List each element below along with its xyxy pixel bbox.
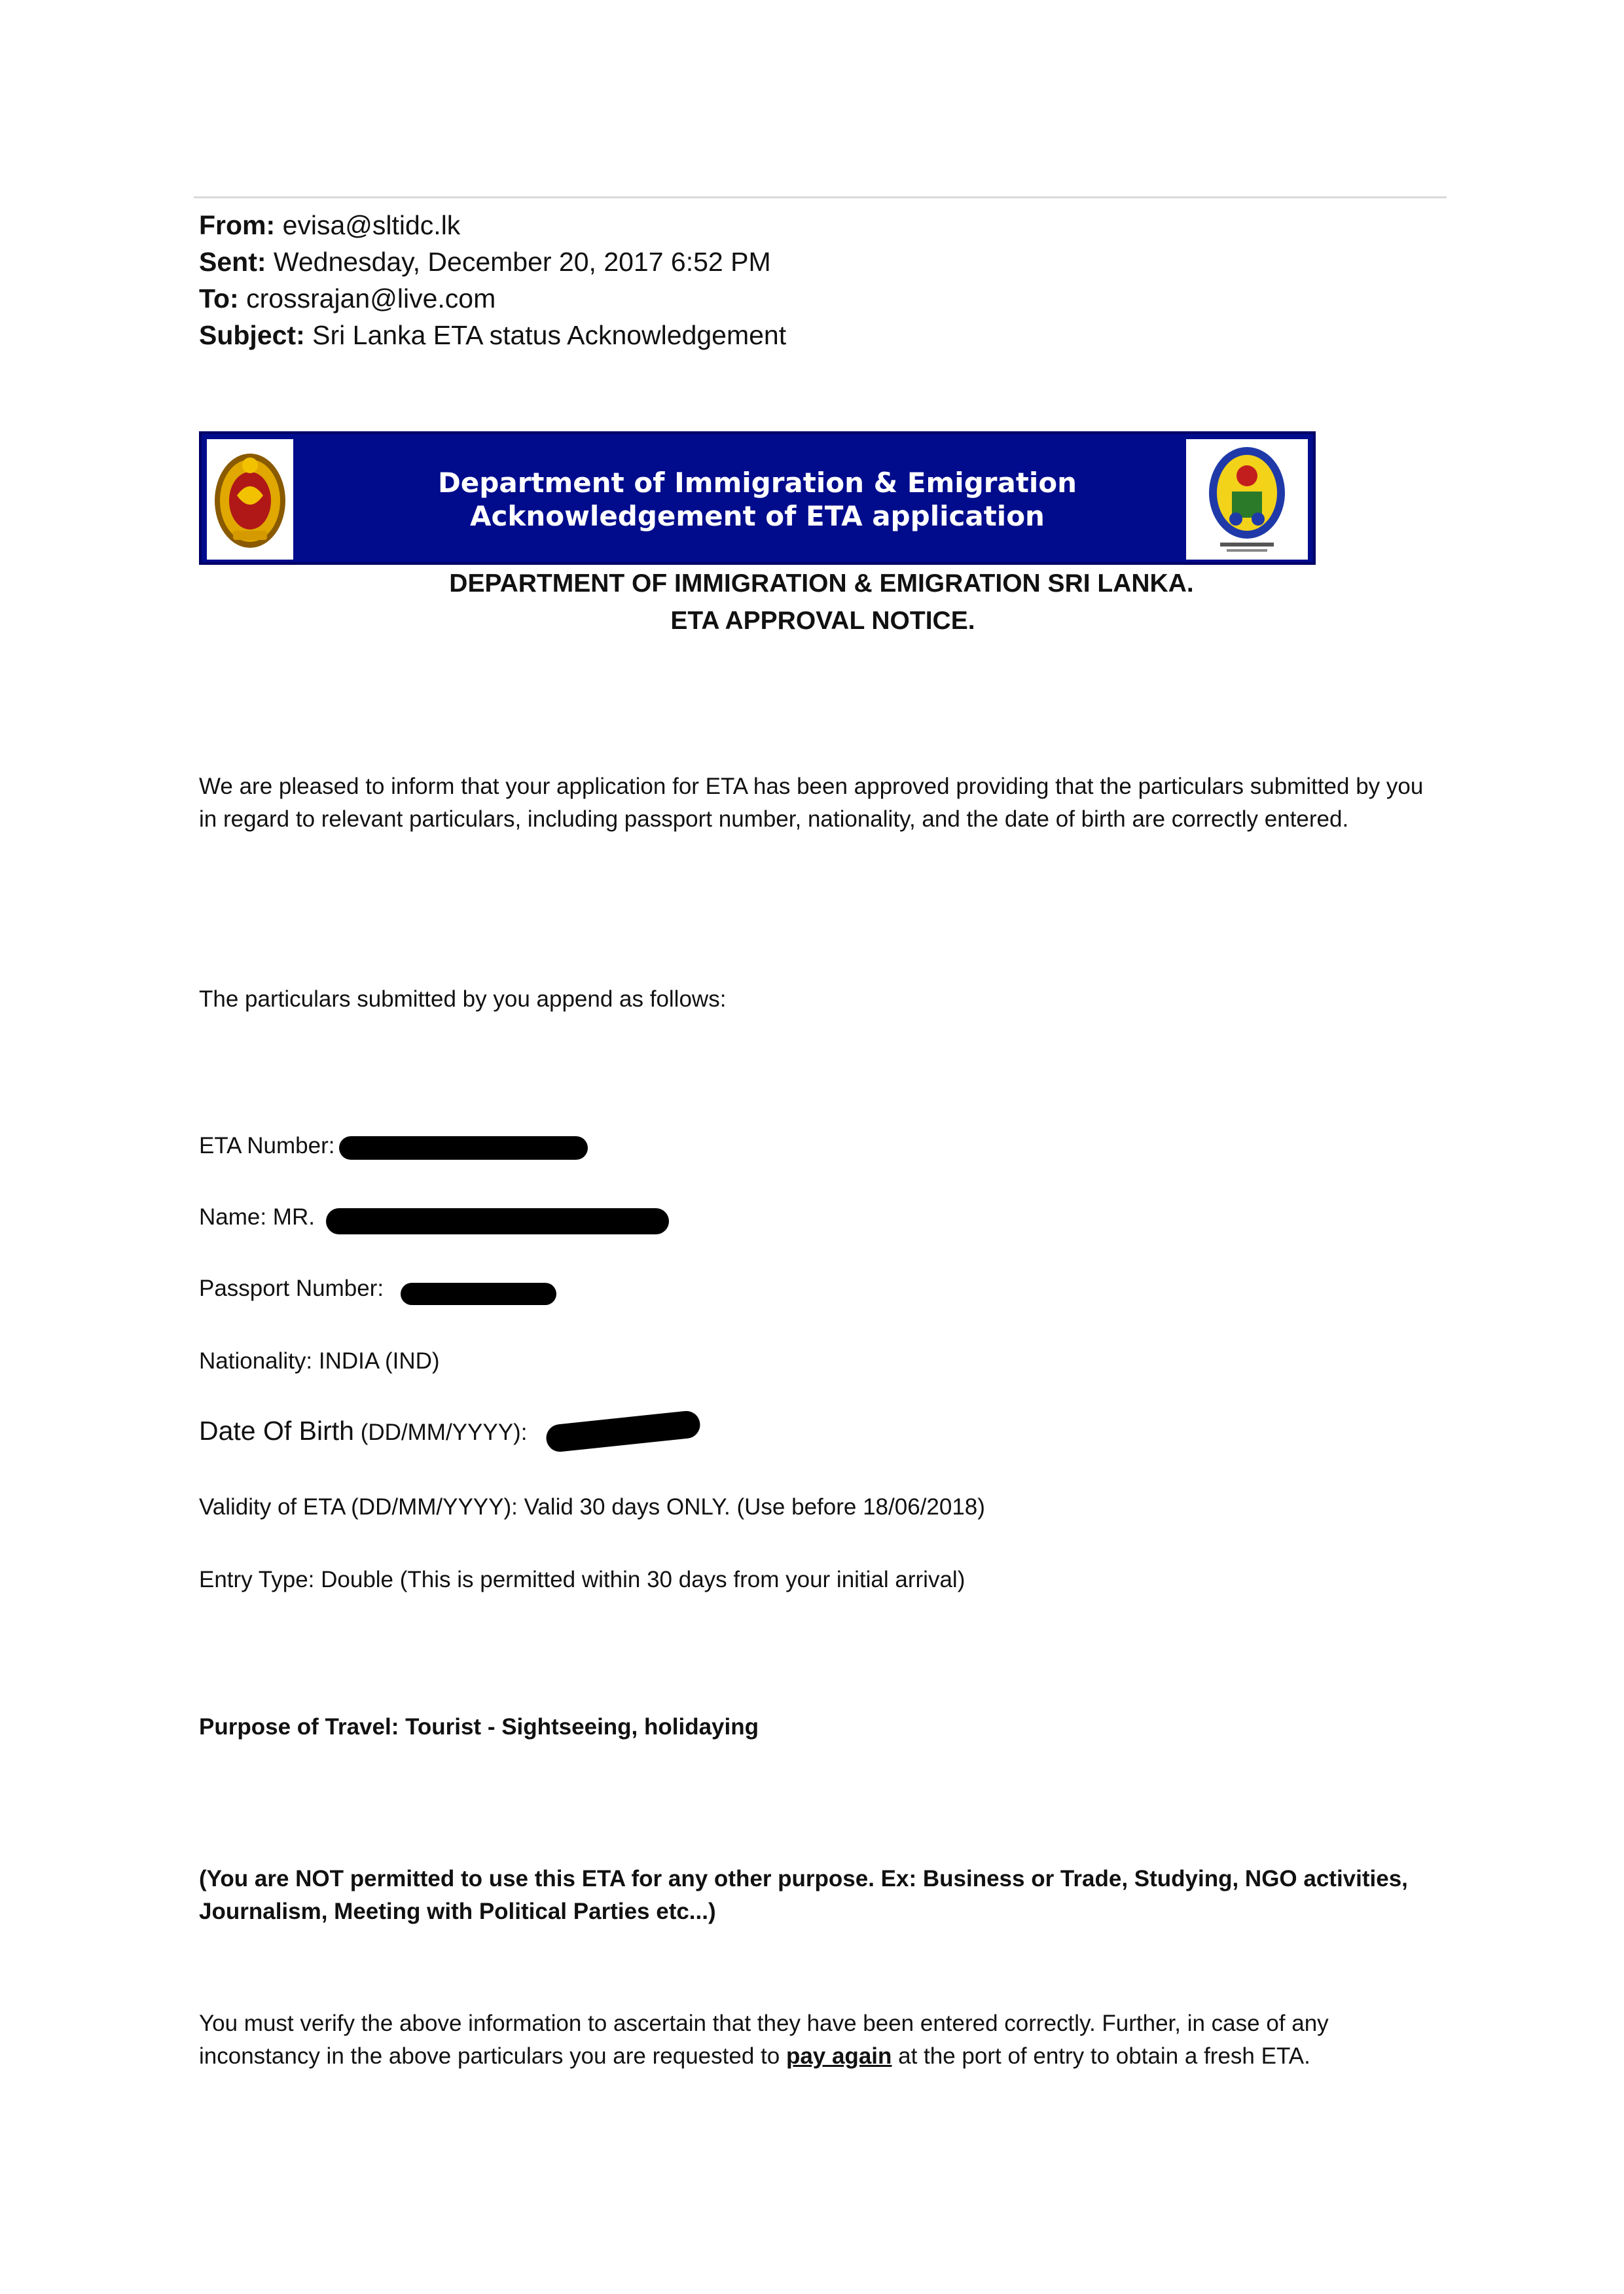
particulars-intro: The particulars submitted by you append as follows: <box>199 986 727 1012</box>
notice-subtitle: ETA APPROVAL NOTICE. <box>670 607 975 635</box>
from-value[interactable]: evisa@sltidc.lk <box>282 210 461 240</box>
immigration-crest-icon <box>1186 439 1308 560</box>
banner-title-line1: Department of Immigration & Emigration <box>437 467 1077 499</box>
immigration-crest-logo <box>1186 439 1308 560</box>
sri-lanka-emblem-icon <box>207 439 293 560</box>
eta-banner <box>199 431 1316 565</box>
eta-number-label: ETA Number: <box>199 1133 335 1158</box>
to-value[interactable]: crossrajan@live.com <box>246 283 496 314</box>
dob-format: (DD/MM/YYYY): <box>353 1420 528 1445</box>
purpose-of-travel: Purpose of Travel: Tourist - Sightseeing, holidaying <box>199 1714 759 1740</box>
validity-row: Validity of ETA (DD/MM/YYYY): Valid 30 days ONLY. (Use before 18/06/2018) <box>199 1494 985 1520</box>
passport-redaction <box>401 1283 556 1305</box>
verify-text-end: at the port of entry to obtain a fresh ETA. <box>892 2043 1310 2069</box>
subject-label: Subject: <box>199 320 305 350</box>
verify-paragraph <box>199 2007 1443 2073</box>
national-emblem-logo <box>207 439 293 560</box>
to-line <box>199 280 496 317</box>
eta-number-row <box>199 1132 334 1160</box>
purpose-warning: (You are NOT permitted to use this ETA for any other purpose. Ex: Business or Trade, Studying, NGO activities, Journalism, Meeting with Political Parties etc...) <box>199 1866 1408 1924</box>
sent-label: Sent: <box>199 247 266 277</box>
sent-value: Wednesday, December 20, 2017 6:52 PM <box>273 247 771 277</box>
dob-row <box>199 1416 527 1447</box>
subject-line <box>199 317 786 353</box>
to-label: To: <box>199 283 239 314</box>
dob-label: Date Of Birth <box>199 1416 354 1446</box>
entry-type-row: Entry Type: Double (This is permitted within 30 days from your initial arrival) <box>199 1567 965 1592</box>
dob-redaction <box>545 1410 701 1453</box>
subject-value: Sri Lanka ETA status Acknowledgement <box>312 320 787 350</box>
passport-row <box>199 1274 384 1303</box>
header-divider <box>194 196 1447 198</box>
pay-again-emphasis: pay again <box>785 2043 892 2069</box>
verify-text-start: You must verify the above information to ascertain that they have been entered correctly. Further, in case of any inconstancy in the above particulars you are requested to <box>199 2011 1329 2069</box>
name-label: Name: MR. <box>199 1204 315 1230</box>
passport-label: Passport Number: <box>199 1276 384 1301</box>
name-redaction <box>326 1208 669 1234</box>
from-line <box>199 207 460 243</box>
name-row <box>199 1203 315 1232</box>
banner-title-line2: Acknowledgement of ETA application <box>470 500 1045 532</box>
sent-line <box>199 243 771 280</box>
intro-paragraph: We are pleased to inform that your application for ETA has been approved providing that the particulars submitted by you in regard to relevant particulars, including passport number, nationality, and the date of birth are correctly entered. <box>199 774 1424 832</box>
notice-title: DEPARTMENT OF IMMIGRATION & EMIGRATION SRI LANKA. <box>449 569 1194 598</box>
from-label: From: <box>199 210 276 240</box>
eta-number-redaction <box>339 1136 588 1160</box>
nationality-row: Nationality: INDIA (IND) <box>199 1348 440 1374</box>
